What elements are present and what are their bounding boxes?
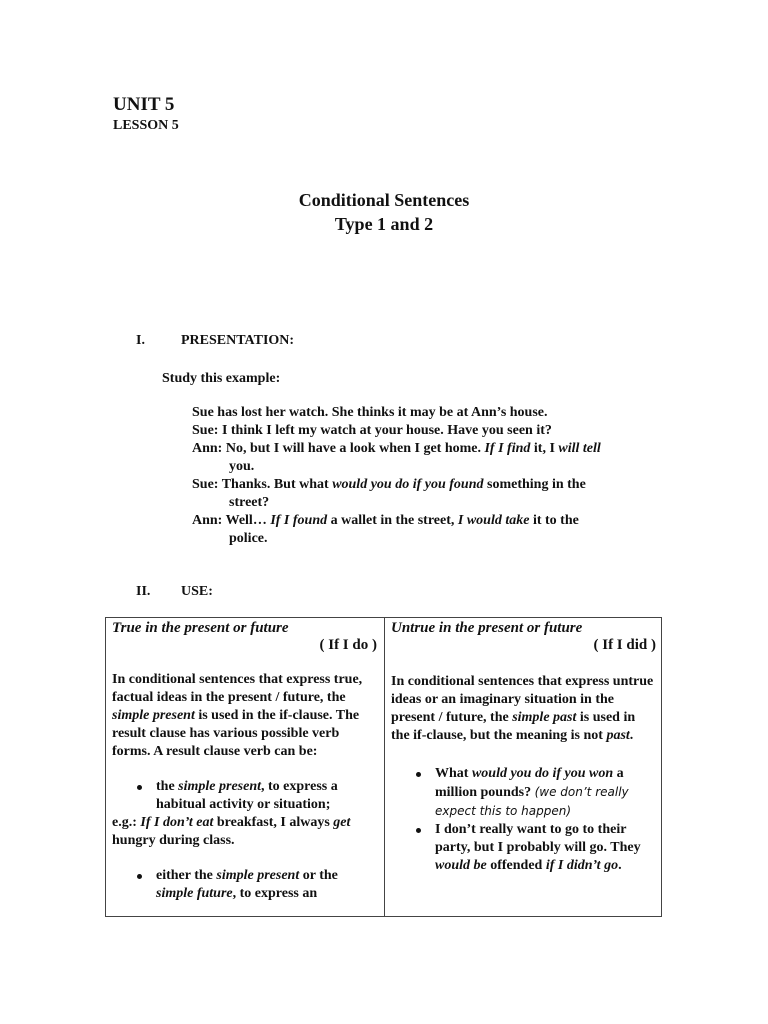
- left-column-paragraph: [112, 671, 377, 761]
- italic-run: If I found: [270, 513, 328, 528]
- text-run: it to the: [529, 513, 579, 528]
- italic-run: simple present: [216, 868, 300, 883]
- italic-run: would you do if you won: [471, 766, 614, 781]
- right-column-heading: Untrue in the present or future: [391, 620, 583, 636]
- unit-title: UNIT 5: [113, 94, 175, 115]
- dialogue: [192, 404, 652, 548]
- left-column-heading: True in the present or future: [112, 620, 289, 636]
- text-run: a wallet in the street,: [327, 513, 458, 528]
- text-run: it, I: [530, 441, 559, 456]
- note-text: (we don’t really expect this to happen): [435, 785, 629, 818]
- text-run: , to express a habitual activity or situation;: [156, 779, 338, 812]
- text-run: either the: [156, 868, 217, 883]
- text-run: offended: [486, 858, 546, 873]
- section-2-heading: USE:: [181, 584, 213, 599]
- text-run: Ann: Well…: [192, 513, 271, 528]
- italic-run: past: [606, 728, 630, 743]
- italic-run: I would take: [457, 513, 530, 528]
- document-title: Conditional Sentences: [298, 190, 470, 210]
- italic-run: would you do if you found: [332, 477, 484, 492]
- dialogue-line-ann-1: [192, 440, 652, 458]
- study-instruction: Study this example:: [162, 371, 281, 386]
- section-1-heading: PRESENTATION:: [181, 333, 295, 348]
- lesson-label: LESSON 5: [113, 118, 179, 133]
- italic-run: simple present: [112, 708, 195, 723]
- table-left-column: [112, 620, 377, 903]
- italic-run: would be: [435, 858, 487, 873]
- italic-run: simple future: [156, 886, 233, 901]
- right-column-subheading: ( If I did ): [593, 637, 656, 653]
- italic-run: get: [333, 815, 351, 830]
- section-1-number: I.: [136, 333, 145, 348]
- text-run: a million pounds?: [435, 766, 624, 800]
- italic-run: if I didn’t go: [545, 858, 619, 873]
- text-run: In conditional sentences that express untrue ideas or an imaginary situation in the present / future, the: [391, 674, 654, 725]
- text-run: breakfast, I always: [213, 815, 334, 830]
- list-item: [411, 765, 656, 821]
- dialogue-line-sue-1: Sue: I think I left my watch at your house. Have you seen it?: [192, 423, 552, 438]
- text-run: is used in the if-clause, but the meaning is not: [391, 710, 636, 743]
- right-column-paragraph: [391, 673, 656, 745]
- list-item: [411, 821, 656, 875]
- text-run: e.g.:: [112, 815, 141, 830]
- dialogue-line-ann-2-cont: police.: [229, 531, 268, 546]
- italic-run: simple present: [178, 779, 262, 794]
- dialogue-intro: Sue has lost her watch. She thinks it may be at Ann’s house.: [192, 405, 548, 420]
- table-divider: [384, 617, 385, 917]
- text-run: hungry during class.: [112, 833, 235, 848]
- italic-run: simple past: [512, 710, 577, 725]
- text-run: In conditional sentences that express true, factual ideas in the present / future, the: [112, 672, 363, 705]
- left-column-subheading: ( If I do ): [319, 637, 377, 653]
- text-run: the: [156, 779, 179, 794]
- text-run: Ann: No, but I will have a look when I get home.: [192, 441, 485, 456]
- italic-run: If I find: [484, 441, 531, 456]
- text-run: I don’t really want to go to their party, but I probably will go. They: [435, 822, 641, 855]
- dialogue-line-ann-2: [192, 512, 652, 530]
- text-run: .: [618, 858, 622, 873]
- text-run: .: [629, 728, 634, 743]
- text-run: is used in the if-clause. The result clause has various possible verb forms. A result clause verb can be:: [112, 708, 360, 759]
- left-bullet-list-1: [112, 778, 377, 814]
- dialogue-line-sue-2: [192, 476, 652, 494]
- list-item: [132, 778, 377, 814]
- right-bullet-list: [391, 765, 656, 875]
- section-2-number: II.: [136, 584, 151, 599]
- left-example: [112, 814, 377, 850]
- text-run: What: [435, 766, 472, 781]
- text-run: or the: [299, 868, 338, 883]
- italic-run: If I don’t eat: [140, 815, 214, 830]
- text-run: Sue: Thanks. But what: [192, 477, 333, 492]
- italic-run: will tell: [558, 441, 601, 456]
- text-run: , to express an: [232, 886, 318, 901]
- list-item: [132, 867, 377, 903]
- document-subtitle: Type 1 and 2: [334, 214, 434, 234]
- table-right-column: [391, 620, 656, 875]
- left-bullet-list-2: [112, 867, 377, 903]
- text-run: something in the: [483, 477, 586, 492]
- dialogue-line-ann-1-cont: you.: [229, 459, 255, 474]
- dialogue-line-sue-2-cont: street?: [229, 495, 270, 510]
